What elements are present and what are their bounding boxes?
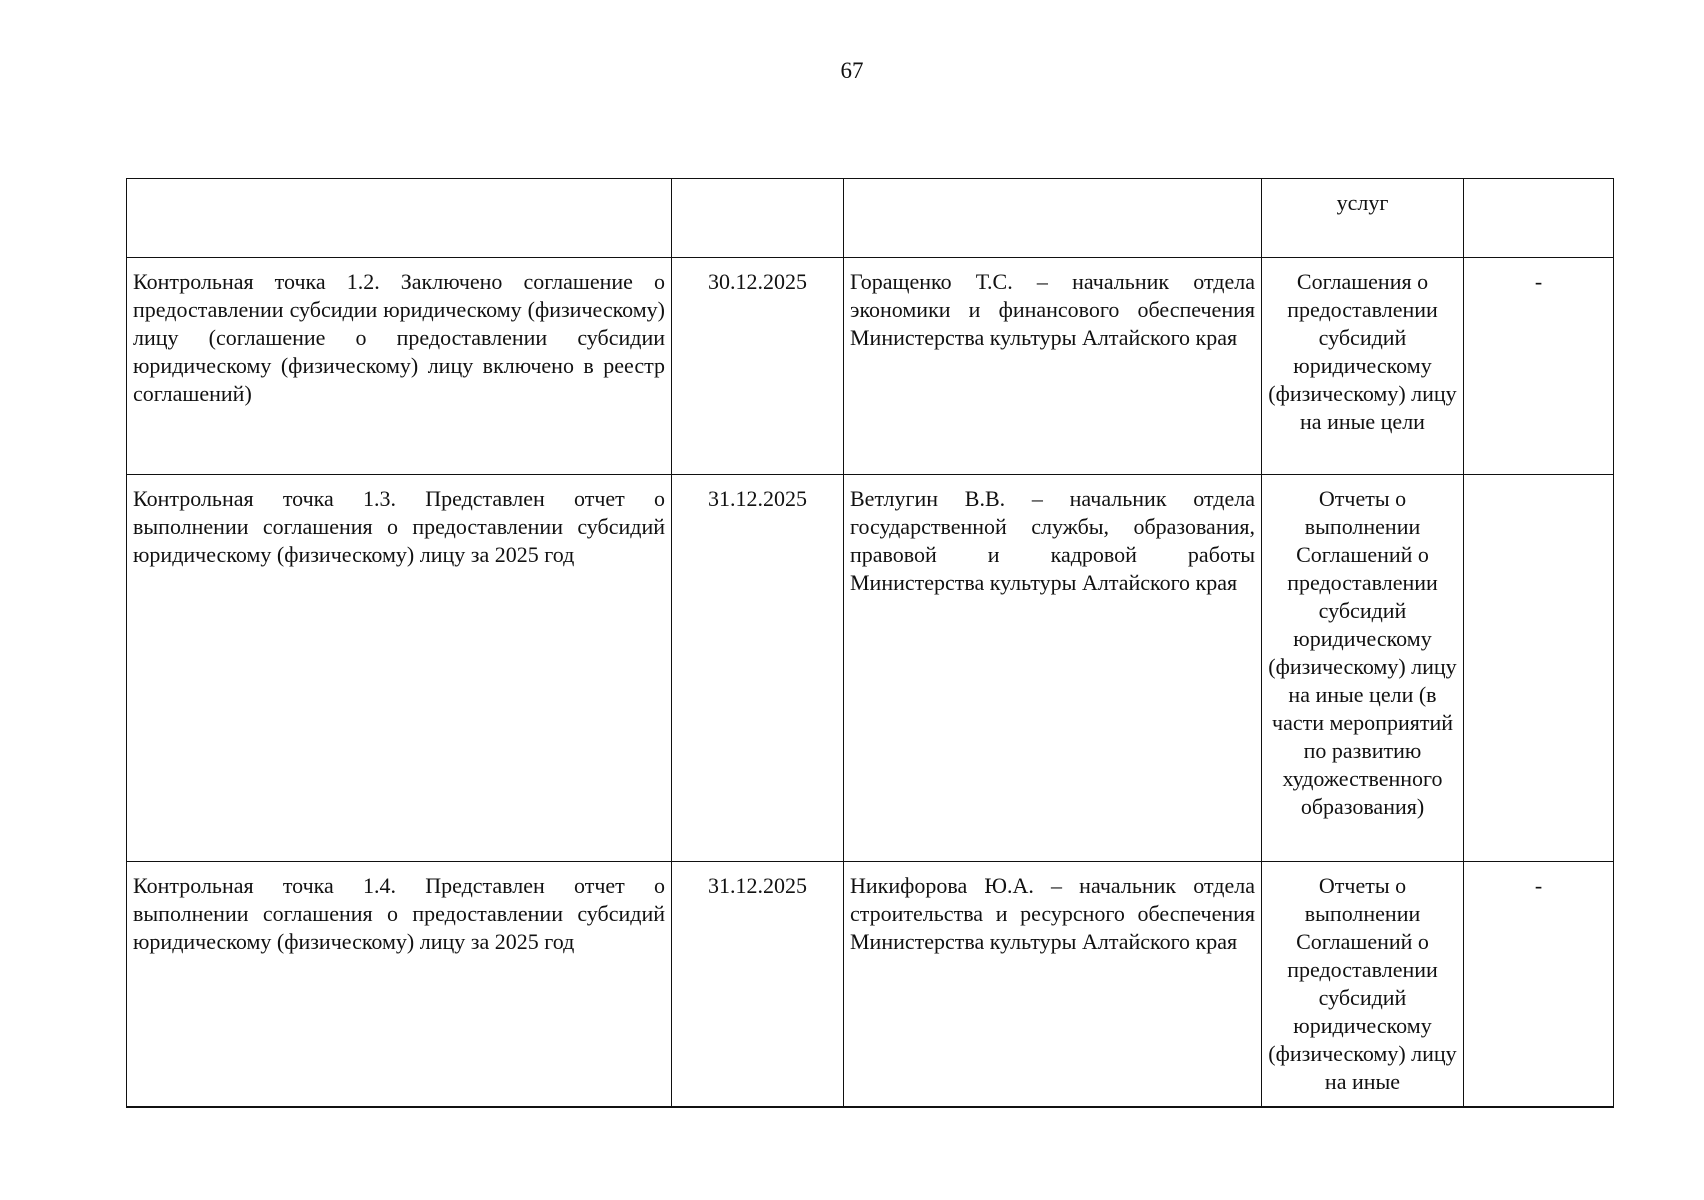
table-row-continuation bbox=[127, 179, 1614, 258]
cell-responsible: Никифорова Ю.А. – начальник отдела строительства и ресурсного обеспечения Министерства культуры Алтайского края bbox=[844, 862, 1262, 1108]
cell-responsible bbox=[844, 179, 1262, 258]
control-points-table bbox=[126, 178, 1614, 1108]
cell-description: Контрольная точка 1.2. Заключено соглашение о предоставлении субсидии юридическому (физическому) лицу (соглашение о предоставлении субсидии юридическому (физическому) лицу включено в реестр соглашений) bbox=[127, 258, 672, 475]
page-number: 67 bbox=[840, 58, 864, 83]
cell-document: Отчеты о выполнении Соглашений о предоставлении субсидий юридическому (физическому) лицу на иные bbox=[1262, 862, 1464, 1108]
cell-document: Отчеты о выполнении Соглашений о предоставлении субсидий юридическому (физическому) лицу на иные цели (в части мероприятий по развитию художественного образования) bbox=[1262, 475, 1464, 862]
cell-description: Контрольная точка 1.3. Представлен отчет о выполнении соглашения о предоставлении субсидий юридическому (физическому) лицу за 2025 год bbox=[127, 475, 672, 862]
cell-date: 30.12.2025 bbox=[672, 258, 844, 475]
cell-responsible: Горащенко Т.С. – начальник отдела экономики и финансового обеспечения Министерства культуры Алтайского края bbox=[844, 258, 1262, 475]
table-row bbox=[127, 475, 1614, 862]
cell-extra bbox=[1464, 179, 1614, 258]
cell-extra bbox=[1464, 475, 1614, 862]
cell-extra: - bbox=[1464, 862, 1614, 1108]
cell-date: 31.12.2025 bbox=[672, 475, 844, 862]
table-row bbox=[127, 862, 1614, 1108]
cell-description: Контрольная точка 1.4. Представлен отчет о выполнении соглашения о предоставлении субсидий юридическому (физическому) лицу за 2025 год bbox=[127, 862, 672, 1108]
cell-date: 31.12.2025 bbox=[672, 862, 844, 1108]
cell-document: Соглашения о предоставлении субсидий юридическому (физическому) лицу на иные цели bbox=[1262, 258, 1464, 475]
cell-description bbox=[127, 179, 672, 258]
cell-extra: - bbox=[1464, 258, 1614, 475]
cell-responsible: Ветлугин В.В. – начальник отдела государственной службы, образования, правовой и кадровой работы Министерства культуры Алтайского края bbox=[844, 475, 1262, 862]
table-row bbox=[127, 258, 1614, 475]
cell-document: услуг bbox=[1262, 179, 1464, 258]
cell-date bbox=[672, 179, 844, 258]
